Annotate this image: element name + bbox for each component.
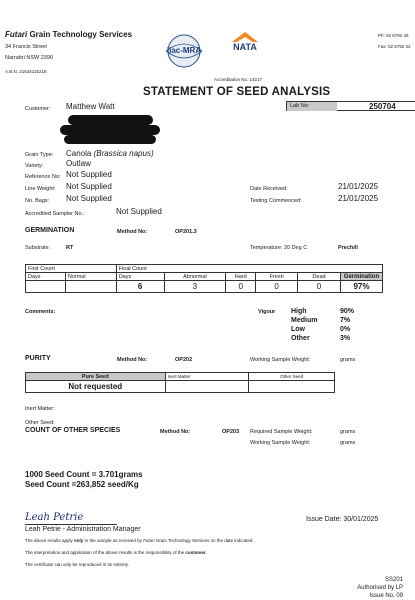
vigour-value-medium: 7% <box>340 317 351 324</box>
purity-method-label: Method No: <box>117 357 148 363</box>
date-received-value: 21/01/2025 <box>338 182 379 191</box>
val-germination: 97% <box>340 281 382 293</box>
grain-type-label: Grain Type: <box>25 152 54 158</box>
redacted-address-3 <box>64 135 156 144</box>
final-count-header: Final Count <box>116 265 382 273</box>
sampler-value: Not Supplied <box>116 207 162 216</box>
other-species-method-value: OP203 <box>222 429 240 435</box>
date-received-label: Date Received: <box>250 186 288 192</box>
germination-method-label: Method No: <box>117 229 148 235</box>
redacted-address-1 <box>68 115 153 125</box>
vigour-value-low: 0% <box>340 326 351 333</box>
purity-other-value <box>249 381 335 393</box>
lab-no-label: Lab No: <box>290 103 310 109</box>
footer-authorised: Authorised by LP <box>357 585 403 591</box>
val-normal <box>65 281 116 293</box>
signature-script: Leah Petrie <box>25 512 84 523</box>
company-brand: Futari <box>5 30 28 39</box>
col-germination: Germination <box>340 273 382 281</box>
thousand-seed-count: 1000 Seed Count = 3.701grams <box>25 470 143 479</box>
first-count-header: First Count <box>26 265 117 273</box>
vigour-values <box>340 307 354 343</box>
prechill: Prechill <box>338 245 358 251</box>
other-seed-label: Other Seed: <box>25 420 55 426</box>
vigour-level-high: High <box>291 308 307 315</box>
col-dead: Dead <box>298 273 341 281</box>
customer-label: Customer: <box>25 106 51 112</box>
working-weight-label: Working Sample Weight: <box>250 440 311 446</box>
germination-heading: GERMINATION <box>25 227 75 234</box>
footer-form-no: SS201 <box>384 577 403 583</box>
customer-name: Matthew Watt <box>66 102 115 111</box>
val-fresh: 0 <box>256 281 298 293</box>
sampler-label: Accredited Sampler No.: <box>25 211 85 217</box>
note-1-c: Grain Technology Services on the date indicated. <box>154 538 254 543</box>
col-other-seed: Other Seed <box>249 373 335 381</box>
line-weight-value: Not Supplied <box>66 182 112 191</box>
purity-method-value: OP202 <box>175 357 193 363</box>
company-name-rest: Grain Technology Services <box>27 30 133 39</box>
variety-value: Outlaw <box>66 159 91 168</box>
inert-matter-label: Inert Matter: <box>25 406 55 412</box>
reference-value: Not Supplied <box>66 170 112 179</box>
ilac-mra-text: ilac-MRA <box>166 46 202 55</box>
col-abnormal: Abnormal <box>164 273 226 281</box>
col-normal: Normal <box>65 273 116 281</box>
variety-label: Variety: <box>25 163 44 169</box>
testing-commenced-value: 21/01/2025 <box>338 194 379 203</box>
note-1 <box>25 538 254 543</box>
germination-table <box>25 264 383 293</box>
note-2-b: customer. <box>185 550 207 555</box>
col-days-2: Days <box>116 273 164 281</box>
germination-method-value: OP201.3 <box>175 229 197 235</box>
vigour-label: Vigour <box>258 309 276 315</box>
footer-issue-no: Issue No. 09 <box>369 593 403 599</box>
vigour-level-low: Low <box>291 326 305 333</box>
abn: A.B.N. 21634115218 <box>5 69 47 74</box>
seed-count-per-kg: Seed Count =263,852 seed/Kg <box>25 480 139 489</box>
phone: Ph: 02 6792 45 <box>378 33 409 38</box>
grain-type-latin: (Brassica napus) <box>93 149 154 158</box>
purity-working-weight-label: Working Sample Weight: <box>250 357 311 363</box>
temperature: Temperature: 20 Deg C <box>250 245 308 251</box>
required-weight-label: Required Sample Weight: <box>250 429 313 435</box>
note-3: The certificate can only be reproduced in its entirety. <box>25 562 129 567</box>
col-days-1: Days <box>26 273 66 281</box>
testing-commenced-label: Testing Commenced: <box>250 198 302 204</box>
required-weight-unit: grams <box>340 429 356 435</box>
val-abnormal: 3 <box>164 281 226 293</box>
redacted-address-2 <box>60 125 160 135</box>
substrate-label: Substrate: <box>25 245 51 251</box>
lab-no-value: 250704 <box>369 102 396 111</box>
no-bags-label: No. Bags: <box>25 198 50 204</box>
note-2 <box>25 550 207 555</box>
address-line-1: 34 Francis Street <box>5 44 47 50</box>
vigour-value-high: 90% <box>340 308 355 315</box>
col-pure-seed: Pure Seed <box>26 373 166 381</box>
footer-block <box>357 576 403 600</box>
company-name <box>5 30 132 39</box>
lab-no-box <box>286 101 415 111</box>
substrate-value: RT <box>66 245 74 251</box>
note-1-a: The above results apply <box>25 538 75 543</box>
other-species-heading: COUNT OF OTHER SPECIES <box>25 427 121 434</box>
col-fresh: Fresh <box>256 273 298 281</box>
fax: Fax: 02 6792 42 <box>378 44 411 49</box>
val-hard: 0 <box>226 281 256 293</box>
purity-inert-value <box>165 381 249 393</box>
note-1-only: only <box>74 538 84 543</box>
comments-label: Comments: <box>25 309 56 315</box>
accreditation-no: Accreditation No. 14217 <box>214 77 263 82</box>
purity-working-weight-unit: grams <box>340 357 356 363</box>
col-inert-matter: Inert Matter <box>165 373 249 381</box>
val-dead: 0 <box>298 281 341 293</box>
col-hard: Hard <box>226 273 256 281</box>
grain-type-value <box>66 149 154 158</box>
address-line-2: Narrabri NSW 2390 <box>5 55 53 61</box>
signature-line <box>25 524 117 525</box>
vigour-value-other: 3% <box>340 335 351 342</box>
vigour-level-medium: Medium <box>291 317 318 324</box>
signatory-title: Leah Petrie - Administration Manager <box>25 526 141 533</box>
purity-value: Not requested <box>26 381 166 393</box>
issue-date: Issue Date: 30/01/2025 <box>306 516 379 523</box>
working-weight-unit: grams <box>340 440 356 446</box>
note-2-a: The interpretation and application of the above results is the responsibility of the <box>25 550 186 555</box>
nata-logo <box>228 30 262 68</box>
nata-text: NATA <box>233 42 257 52</box>
vigour-level-other: Other <box>291 335 310 342</box>
purity-table <box>25 372 335 393</box>
vigour-levels <box>291 307 317 343</box>
no-bags-value: Not Supplied <box>66 194 112 203</box>
line-weight-label: Line Weight: <box>25 186 56 192</box>
note-1-brand: Futari <box>143 538 155 543</box>
val-days-1 <box>26 281 66 293</box>
ilac-mra-logo <box>160 34 208 68</box>
grain-type-common: Canola <box>66 149 92 158</box>
val-days-2: 6 <box>116 281 164 293</box>
page-title: STATEMENT OF SEED ANALYSIS <box>143 86 331 98</box>
note-1-b: to the sample as received by <box>83 538 144 543</box>
other-species-method-label: Method No: <box>160 429 191 435</box>
purity-heading: PURITY <box>25 355 51 362</box>
reference-label: Reference No: <box>25 174 61 180</box>
